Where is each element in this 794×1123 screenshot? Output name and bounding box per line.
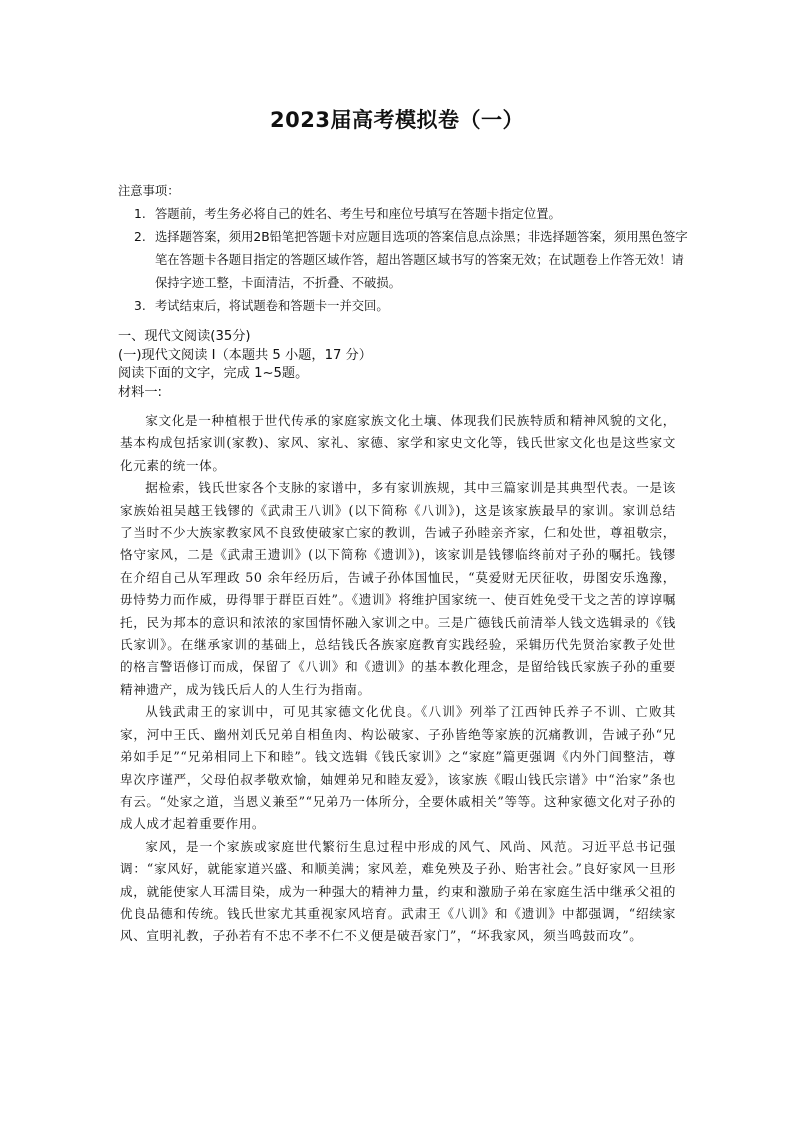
notes-block: [118, 180, 688, 318]
paragraph: 从钱武肃王的家训中，可见其家德文化优良。《八训》列举了江西钟氏养子不训、亡败其家，河中王氏、幽州刘氏兄弟自相鱼肉、构讼破家、子孙皆绝等家族的沉痛教训，告诫子孙“兄弟如手足”“兄弟相同上下和睦”。钱文选辑《钱氏家训》之“家庭”篇更强调《内外门闾整洁，尊卑次序谨严，父母伯叔孝敬欢愉，妯娌弟兄和睦友爱》，该家族《暇山钱氏宗谱》中“治家”条也有云。“处家之道，当恩义兼至”“兄弟乃一体所分，全要休戚相关”等等。这种家德文化对子孙的成人成才起着重要作用。: [120, 704, 676, 832]
notes-item-text: 选择题答案，须用2B铅笔把答题卡对应题目选项的答案信息点涂黑；非选择题答案，须用黑色签字笔在答题卡各题目指定的答题区域作答，超出答题区域书写的答案无效；在试题卷上作答无效！请保持字迹工整，卡面清洁，不折叠、不破损。: [155, 230, 688, 290]
notes-item-text: 答题前，考生务必将自己的姓名、考生号和座位号填写在答题卡指定位置。: [155, 207, 561, 221]
section-header: [118, 328, 688, 402]
notes-list: [118, 203, 688, 318]
notes-heading: 注意事项：: [118, 184, 180, 198]
material-label: 材料一:: [118, 384, 163, 400]
notes-item-number: 3.: [134, 299, 146, 313]
section-heading: 一、现代文阅读(35分): [118, 329, 251, 344]
notes-item: [118, 203, 688, 226]
section-subheading: (一)现代文阅读 I（本题共 5 小题，17 分）: [118, 347, 372, 363]
reading-instruction: 阅读下面的文字，完成 1~5题。: [118, 366, 309, 381]
paragraph: 家风，是一个家族或家庭世代繁衍生息过程中形成的风气、风尚、风范。习近平总书记强调：“家风好，就能家道兴盛、和顺美满；家风差，难免殃及子孙、贻害社会。”良好家风一旦形成，就能使家人耳濡目染，成为一种强大的精神力量，约束和激励子弟在家庭生活中继承父祖的优良品德和传统。钱氏世家尤其重视家风培育。武肃王《八训》和《遗训》中都强调，“绍续家风、宣明礼教，子孙若有不忠不孝不仁不义便是破吾家门”，“坏我家风，须当鸣鼓而攻”。: [120, 838, 676, 944]
material-text: [120, 410, 676, 948]
paragraph: 据检索，钱氏世家各个支脉的家谱中，多有家训族规，其中三篇家训是其典型代表。一是该家族始祖吴越王钱镠的《武肃王八训》(以下简称《八训》)，这是该家族最早的家训。家训总结了当时不少大族家教家风不良致使破家亡家的教训，告诫子孙睦亲齐家，仁和处世，尊祖敬宗，恪守家风，二是《武肃王遗训》(以下简称《遗训》)，该家训是钱镠临终前对子孙的嘱托。钱镠在介绍自己从军理政 50 余年经历后，告诫子孙体国恤民，“莫爱财无厌征收，毋图安乐逸豫，毋恃势力而作威，毋得罪于群臣百姓”。《遗训》将维护国家统一、使百姓免受干戈之苦的谆谆嘱托，民为邦本的意识和浓浓的家国情怀融入家训之中。三是广德钱氏前清举人钱文选辑录的《钱氏家训》。在继承家训的基础上，总结钱氏各族家庭教育实践经验，采辑历代先贤治家教子处世的格言警语修订而成，保留了《八训》和《遗训》的基本教化理念，是留给钱氏家族子孙的重要精神遗产，成为钱氏后人的人生行为指南。: [120, 480, 676, 697]
notes-item: [118, 226, 688, 295]
notes-item-number: 1.: [134, 207, 146, 221]
notes-item-number: 2.: [134, 230, 146, 244]
notes-item: [118, 295, 688, 318]
exam-title: 2023届高考模拟卷（一）: [270, 108, 524, 132]
notes-item-text: 考试结束后，将试题卷和答题卡一并交回。: [155, 299, 389, 313]
paragraph: 家文化是一种植根于世代传承的家庭家族文化土壤、体现我们民族特质和精神风貌的文化，基本构成包括家训(家教)、家风、家礼、家德、家学和家史文化等，钱氏世家文化也是这些家文化元素的统一体。: [120, 413, 676, 473]
